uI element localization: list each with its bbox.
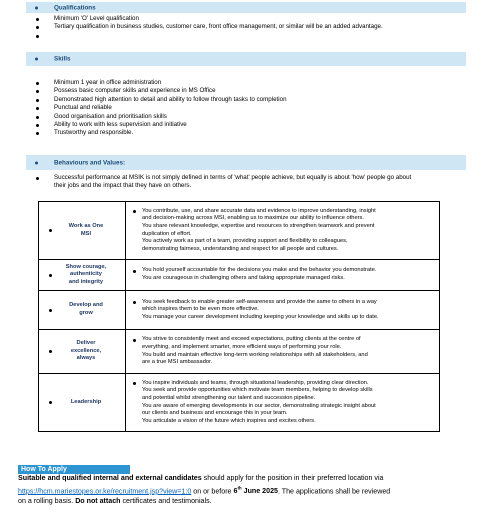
table-row <box>39 291 440 330</box>
description-cell: You inspire individuals and teams, through situational leadership, providing clear direction. You seek and provide opportunities which motivate team members, helping to develop skills and potential whilst strengthening our talent and succession pipeline. You are aware of emerging developments in our sector, demonstrating strategic insight about our clients and business and encourage this in your team. You articulate a vision of the future which inspires and excites others. <box>126 374 440 432</box>
list-item: Trustworthy and responsible. <box>26 129 476 137</box>
bullet-icon <box>35 161 38 164</box>
description-cell: You strive to consistently meet and exceed expectations, putting clients at the centre of everything, and implement smarter, more efficient ways of performing your role. You build and maintain effective long-term working relationships with all stakeholders, and are a true MSI ambassador. <box>126 330 440 374</box>
skills-list <box>26 79 476 138</box>
behaviours-heading: Behaviours and Values: <box>54 159 126 166</box>
bullet-icon <box>36 116 39 119</box>
bullet-icon <box>133 339 136 342</box>
table-row <box>39 260 440 291</box>
category-cell: Leadership <box>39 374 126 432</box>
list-item: Demonstrated high attention to detail and ability to follow through tasks to completion <box>26 96 476 104</box>
bullet-icon <box>35 58 38 61</box>
bullet-icon <box>36 26 39 29</box>
qualifications-list <box>26 15 476 32</box>
description-cell: You hold yourself accountable for the decisions you make and the behavior you demonstrate. You are courageous in challenging others and taking appropriate managed risks. <box>126 260 440 291</box>
bullet-icon <box>36 124 39 127</box>
bullet-icon <box>36 177 39 180</box>
category-cell: Deliver excellence, always <box>39 330 126 374</box>
list-item: Minimum 'O' Level qualification <box>26 15 476 23</box>
bullet-icon <box>49 229 52 232</box>
bullet-icon <box>36 18 39 21</box>
list-item: Tertiary qualification in business studies, customer care, front office management, or similar will be an added advantage. <box>26 23 476 31</box>
category-cell: Show courage, authenticity and integrity <box>39 260 126 291</box>
deadline: 6th June 2025 <box>233 485 278 496</box>
skills-heading: Skills <box>54 55 71 63</box>
bullet-icon <box>133 210 136 213</box>
skills-heading-bar <box>26 52 466 66</box>
table-row <box>39 202 440 260</box>
how-to-apply-heading-bar <box>18 465 130 474</box>
bullet-icon <box>133 270 136 273</box>
description-cell: You contribute, use, and share accurate data and evidence to improve understanding, insight and decision-making across MSI, enabling us to maximize our ability to influence others. You share relevant knowledge, expertise and resources to strengthen teamwork and prevent duplication of effort. You actively work as part of a team, providing support and flexibility to colleagues, demonstrating fairness, understanding and respect for all people and cultures. <box>126 202 440 260</box>
bullet-icon <box>133 301 136 304</box>
bullet-icon <box>36 90 39 93</box>
bullet-icon <box>36 132 39 135</box>
list-item: Punctual and reliable <box>26 104 476 112</box>
category-cell: Develop and grow <box>39 291 126 330</box>
description-cell: You seek feedback to enable greater self-awareness and provide the same to others in a way which inspires them to be even more effective. You manage your career development including keeping your knowledge and skills up to date. <box>126 291 440 330</box>
bullet-icon <box>133 382 136 385</box>
bullet-icon <box>36 99 39 102</box>
list-item: Possess basic computer skills and experience in MS Office <box>26 87 476 95</box>
bullet-icon <box>49 274 52 277</box>
bullet-icon <box>49 309 52 312</box>
bullet-icon <box>49 401 52 404</box>
list-item: Ability to work with less supervision and initiative <box>26 121 476 129</box>
qualifications-heading-bar <box>26 2 466 13</box>
table-row <box>39 374 440 432</box>
behaviours-intro: Successful performance at MSIK is not simply defined in terms of 'what' people achieve, but equally is about 'how' people go about their jobs and the impact that they have on others. <box>36 174 476 191</box>
how-to-apply-text: Suitable and qualified internal and external candidates should apply for the position in their preferred location via https://hcm.mariestopes.or.ke/recruitment.jsp?view=1:0 on or before 6th June 2025. The applications shall be reviewed on a rolling basis. Do not attach certificates and testimonials. <box>18 474 391 505</box>
behaviours-heading-bar <box>26 155 466 170</box>
list-item: Good organisation and prioritisation skills <box>26 113 476 121</box>
list-item: Minimum 1 year in office administration <box>26 79 476 87</box>
bullet-icon <box>35 6 38 9</box>
bullet-icon <box>36 35 39 38</box>
qualifications-heading: Qualifications <box>54 4 96 11</box>
behaviours-table <box>38 201 440 432</box>
bullet-icon <box>49 350 52 353</box>
table-row <box>39 330 440 374</box>
how-to-apply-heading: How To Apply <box>21 465 67 473</box>
bullet-icon <box>36 107 39 110</box>
bullet-icon <box>36 82 39 85</box>
recruitment-link[interactable]: https://hcm.mariestopes.or.ke/recruitment.jsp?view=1:0 <box>18 487 192 496</box>
category-cell: Work as One MSI <box>39 202 126 260</box>
